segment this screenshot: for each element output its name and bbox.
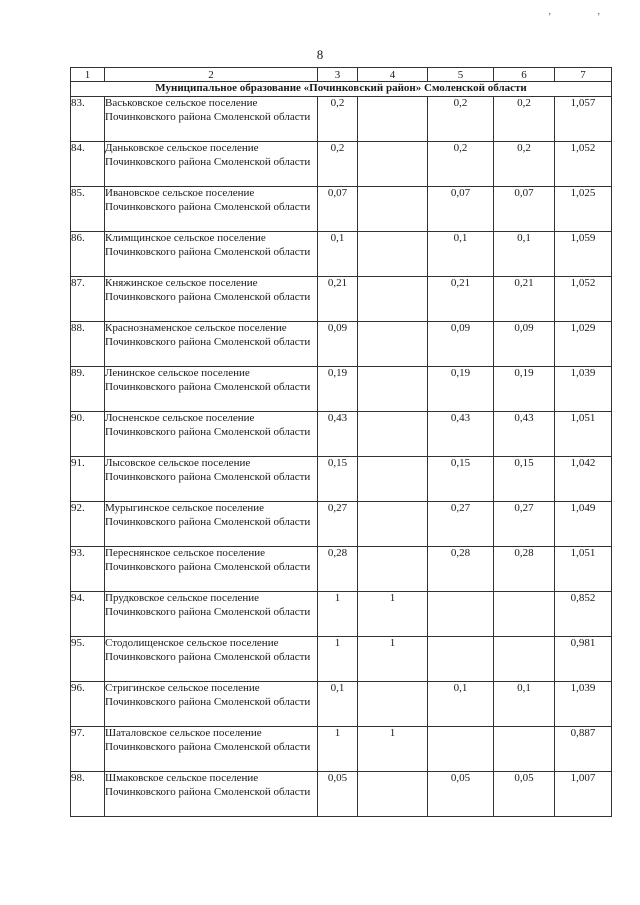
value-col-6: 0,2 [494, 142, 555, 187]
table-row [71, 727, 612, 772]
value-col-6 [494, 592, 555, 637]
value-col-4 [358, 412, 428, 457]
value-col-7: 1,059 [555, 232, 612, 277]
table-row [71, 367, 612, 412]
value-col-3: 0,1 [318, 682, 358, 727]
value-col-6: 0,21 [494, 277, 555, 322]
value-col-5: 0,1 [428, 682, 494, 727]
section-title: Муниципальное образование «Починковский район» Смоленской области [71, 82, 612, 97]
value-col-5: 0,07 [428, 187, 494, 232]
row-number: 91. [71, 457, 105, 502]
value-col-5: 0,15 [428, 457, 494, 502]
value-col-5 [428, 637, 494, 682]
table-row [71, 502, 612, 547]
value-col-4 [358, 682, 428, 727]
value-col-5: 0,2 [428, 142, 494, 187]
settlement-name: Переснянское сельское поселение Починковского района Смоленской области [105, 547, 318, 592]
value-col-5 [428, 727, 494, 772]
value-col-7: 0,981 [555, 637, 612, 682]
value-col-7: 1,042 [555, 457, 612, 502]
value-col-3: 0,1 [318, 232, 358, 277]
row-number: 95. [71, 637, 105, 682]
value-col-4: 1 [358, 637, 428, 682]
settlement-name: Шаталовское сельское поселение Починковского района Смоленской области [105, 727, 318, 772]
value-col-5: 0,27 [428, 502, 494, 547]
row-number: 85. [71, 187, 105, 232]
value-col-7: 1,051 [555, 412, 612, 457]
value-col-3: 1 [318, 637, 358, 682]
table-row [71, 187, 612, 232]
table-row [71, 232, 612, 277]
value-col-4 [358, 277, 428, 322]
value-col-4 [358, 772, 428, 817]
value-col-3: 0,15 [318, 457, 358, 502]
settlement-name: Васьковское сельское поселение Починковского района Смоленской области [105, 97, 318, 142]
value-col-4: 1 [358, 727, 428, 772]
row-number: 88. [71, 322, 105, 367]
value-col-4 [358, 232, 428, 277]
value-col-5 [428, 592, 494, 637]
column-number: 1 [71, 68, 105, 82]
table-row [71, 322, 612, 367]
column-number: 6 [494, 68, 555, 82]
value-col-4 [358, 367, 428, 412]
value-col-6: 0,09 [494, 322, 555, 367]
value-col-5: 0,09 [428, 322, 494, 367]
value-col-7: 0,887 [555, 727, 612, 772]
value-col-6 [494, 637, 555, 682]
value-col-5: 0,2 [428, 97, 494, 142]
value-col-4 [358, 97, 428, 142]
value-col-5: 0,1 [428, 232, 494, 277]
settlement-name: Княжинское сельское поселение Починковского района Смоленской области [105, 277, 318, 322]
value-col-6: 0,07 [494, 187, 555, 232]
column-number-header [71, 68, 612, 82]
value-col-5: 0,28 [428, 547, 494, 592]
table-row [71, 412, 612, 457]
settlement-name: Краснознаменское сельское поселение Починковского района Смоленской области [105, 322, 318, 367]
row-number: 97. [71, 727, 105, 772]
table-row [71, 682, 612, 727]
settlement-name: Климщинское сельское поселение Починковского района Смоленской области [105, 232, 318, 277]
value-col-5: 0,19 [428, 367, 494, 412]
corner-marks: , , [548, 6, 622, 17]
value-col-4: 1 [358, 592, 428, 637]
value-col-3: 0,19 [318, 367, 358, 412]
value-col-3: 0,2 [318, 97, 358, 142]
row-number: 83. [71, 97, 105, 142]
table-row [71, 142, 612, 187]
table-row [71, 97, 612, 142]
page-number: 8 [316, 47, 324, 62]
settlement-name: Прудковское сельское поселение Починковского района Смоленской области [105, 592, 318, 637]
value-col-3: 0,21 [318, 277, 358, 322]
value-col-4 [358, 142, 428, 187]
value-col-6 [494, 727, 555, 772]
value-col-7: 0,852 [555, 592, 612, 637]
value-col-7: 1,007 [555, 772, 612, 817]
settlement-name: Лысовское сельское поселение Починковского района Смоленской области [105, 457, 318, 502]
row-number: 96. [71, 682, 105, 727]
value-col-4 [358, 187, 428, 232]
table-row [71, 547, 612, 592]
value-col-6: 0,19 [494, 367, 555, 412]
settlement-name: Даньковское сельское поселение Починковского района Смоленской области [105, 142, 318, 187]
value-col-7: 1,039 [555, 682, 612, 727]
value-col-6: 0,1 [494, 232, 555, 277]
row-number: 86. [71, 232, 105, 277]
table-row [71, 457, 612, 502]
value-col-6: 0,43 [494, 412, 555, 457]
value-col-7: 1,057 [555, 97, 612, 142]
settlement-name: Лосненское сельское поселение Починковского района Смоленской области [105, 412, 318, 457]
table-row [71, 592, 612, 637]
value-col-3: 0,09 [318, 322, 358, 367]
column-number: 3 [318, 68, 358, 82]
value-col-4 [358, 547, 428, 592]
settlement-name: Ленинское сельское поселение Починковского района Смоленской области [105, 367, 318, 412]
section-header-row [71, 82, 612, 97]
settlement-name: Стригинское сельское поселение Починковского района Смоленской области [105, 682, 318, 727]
row-number: 84. [71, 142, 105, 187]
value-col-3: 0,07 [318, 187, 358, 232]
value-col-4 [358, 457, 428, 502]
value-col-3: 1 [318, 727, 358, 772]
settlement-name: Ивановское сельское поселение Починковского района Смоленской области [105, 187, 318, 232]
column-number: 4 [358, 68, 428, 82]
value-col-3: 0,27 [318, 502, 358, 547]
row-number: 87. [71, 277, 105, 322]
table-row [71, 772, 612, 817]
value-col-3: 1 [318, 592, 358, 637]
value-col-7: 1,025 [555, 187, 612, 232]
row-number: 94. [71, 592, 105, 637]
value-col-4 [358, 502, 428, 547]
value-col-7: 1,029 [555, 322, 612, 367]
value-col-6: 0,1 [494, 682, 555, 727]
value-col-3: 0,2 [318, 142, 358, 187]
settlements-table [70, 67, 612, 817]
column-number: 2 [105, 68, 318, 82]
column-number: 5 [428, 68, 494, 82]
row-number: 93. [71, 547, 105, 592]
value-col-4 [358, 322, 428, 367]
settlement-name: Шмаковское сельское поселение Починковского района Смоленской области [105, 772, 318, 817]
table-row [71, 637, 612, 682]
value-col-6: 0,15 [494, 457, 555, 502]
row-number: 89. [71, 367, 105, 412]
value-col-7: 1,051 [555, 547, 612, 592]
value-col-6: 0,27 [494, 502, 555, 547]
value-col-5: 0,43 [428, 412, 494, 457]
value-col-6: 0,2 [494, 97, 555, 142]
table-row [71, 277, 612, 322]
value-col-3: 0,28 [318, 547, 358, 592]
row-number: 98. [71, 772, 105, 817]
value-col-7: 1,052 [555, 277, 612, 322]
value-col-7: 1,052 [555, 142, 612, 187]
value-col-6: 0,05 [494, 772, 555, 817]
row-number: 90. [71, 412, 105, 457]
value-col-7: 1,049 [555, 502, 612, 547]
settlement-name: Мурыгинское сельское поселение Починковского района Смоленской области [105, 502, 318, 547]
row-number: 92. [71, 502, 105, 547]
value-col-3: 0,05 [318, 772, 358, 817]
value-col-6: 0,28 [494, 547, 555, 592]
value-col-5: 0,21 [428, 277, 494, 322]
value-col-7: 1,039 [555, 367, 612, 412]
settlement-name: Стодолищенское сельское поселение Починковского района Смоленской области [105, 637, 318, 682]
value-col-5: 0,05 [428, 772, 494, 817]
value-col-3: 0,43 [318, 412, 358, 457]
column-number: 7 [555, 68, 612, 82]
